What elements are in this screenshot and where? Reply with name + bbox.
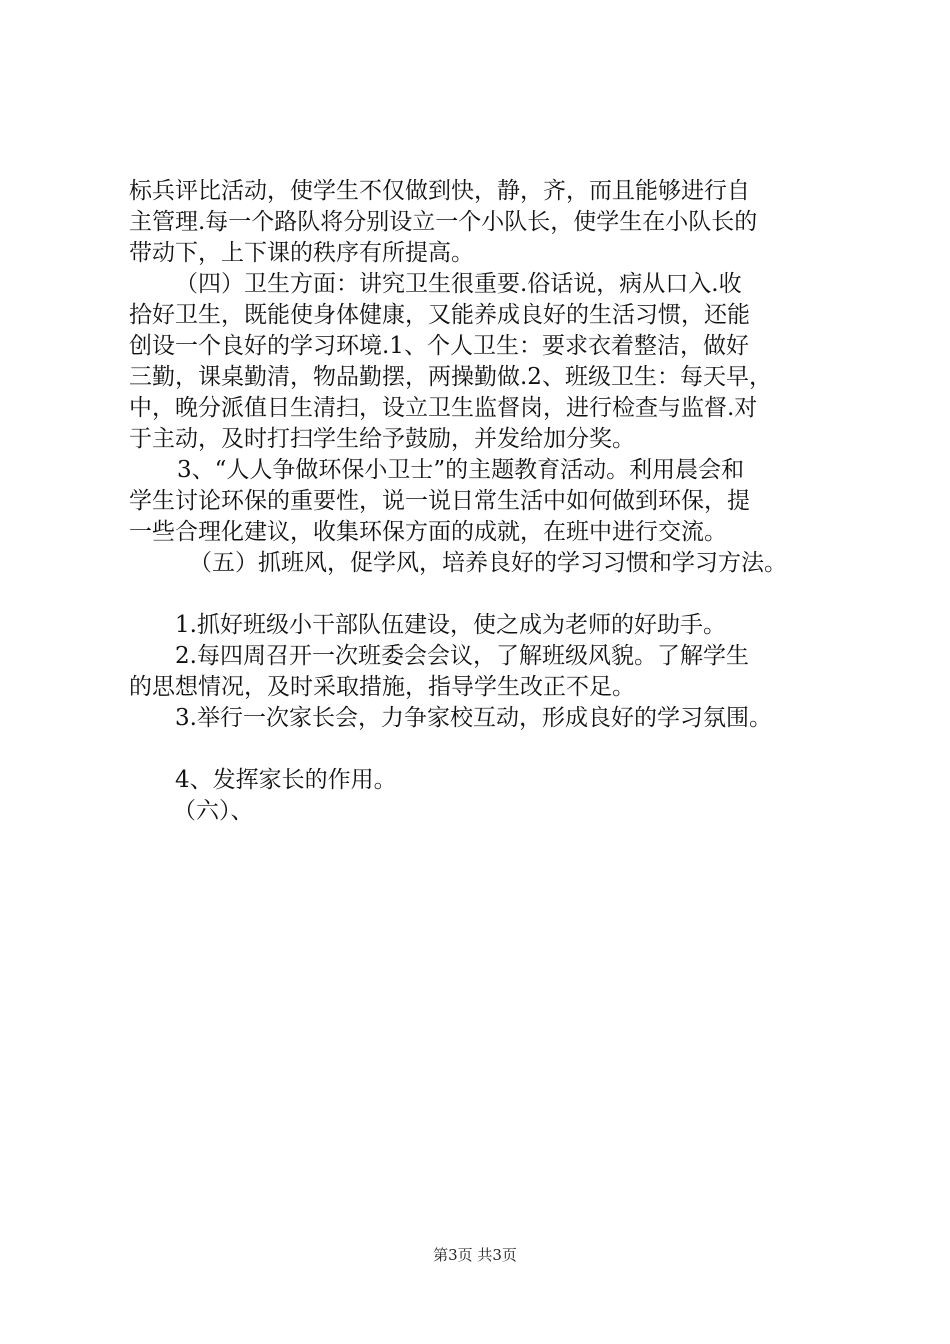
list-item: 2.每四周召开一次班委会会议，了解班级风貌。了解学生 [175, 643, 749, 669]
list-item: 1.抓好班级小干部队伍建设，使之成为老师的好助手。 [175, 612, 726, 638]
text-line: 三勤，课桌勤清，物品勤摆，两操勤做.2、班级卫生：每天早， [129, 364, 772, 390]
section-heading-parents: 4、发挥家长的作用。 [175, 767, 397, 793]
text-line: 标兵评比活动，使学生不仅做到快，静，齐，而且能够进行自 [129, 178, 750, 204]
text-line: 3、“人人争做环保小卫士”的主题教育活动。利用晨会和 [177, 457, 745, 483]
section-heading-hygiene: （四）卫生方面：讲究卫生很重要.俗话说，病从口入.收 [175, 271, 742, 297]
text-line: 一些合理化建议，收集环保方面的成就，在班中进行交流。 [129, 519, 727, 545]
text-line: 主管理.每一个路队将分别设立一个小队长，使学生在小队长的 [129, 209, 758, 235]
blank-line [129, 579, 849, 610]
blank-line [129, 734, 849, 765]
text-line: 拾好卫生，既能使身体健康，又能养成良好的生活习惯，还能 [129, 302, 750, 328]
document-body [129, 176, 849, 827]
text-line: 学生讨论环保的重要性，说一说日常生活中如何做到环保，提 [129, 488, 750, 514]
text-line: 带动下，上下课的秩序有所提高。 [129, 240, 474, 266]
list-item: 3.举行一次家长会，力争家校互动，形成良好的学习氛围。 [175, 705, 772, 731]
page-footer: 第3页 共3页 [433, 1246, 517, 1264]
section-heading-class-style: （五）抓班风，促学风，培养良好的学习习惯和学习方法。 [189, 550, 787, 576]
text-line: 于主动，及时打扫学生给予鼓励，并发给加分奖。 [129, 426, 635, 452]
text-line: 创设一个良好的学习环境.1、个人卫生：要求衣着整洁，做好 [129, 333, 749, 359]
text-line: 中，晚分派值日生清扫，设立卫生监督岗，进行检查与监督.对 [129, 395, 758, 421]
section-heading-six: （六）、 [173, 798, 254, 824]
text-line: 的思想情况，及时采取措施，指导学生改正不足。 [129, 674, 635, 700]
